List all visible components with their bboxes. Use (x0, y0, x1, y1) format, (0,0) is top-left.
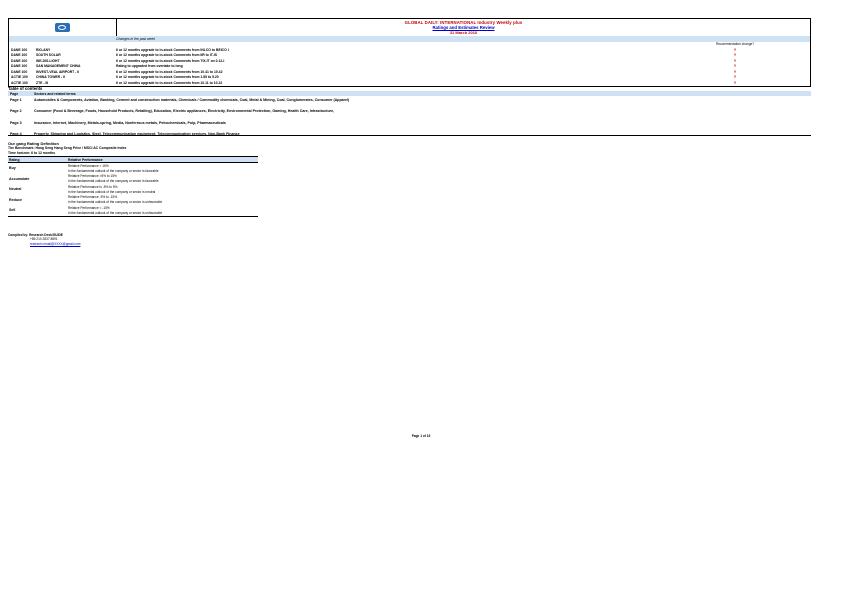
contact-email[interactable]: research.email@XXXX@gmail.com (30, 241, 81, 246)
ratings-time-horizon: Time horizon: 6 to 12 months (8, 151, 56, 155)
toc-col-page: Page (10, 91, 19, 96)
rating-performance-line: in the fundamental outlook of the company or sector is favorable (68, 179, 159, 183)
row-flag: Y (733, 69, 737, 74)
col-change-header: Changes in the past week (116, 36, 156, 41)
rating-performance (68, 184, 258, 195)
rating-performance-line: Relative Performance is -5% to 5% (68, 184, 118, 189)
ratings-definition-title: Our gang Rating Definition (8, 141, 59, 146)
ratings-row (8, 184, 258, 195)
row-name: SAN MANAGEMENT CHINA (36, 64, 81, 69)
rating-performance-line: in the fundamental outlook of the company or sector is unfavorable (68, 200, 163, 204)
rating-label: Buy (9, 166, 16, 170)
rating-performance (68, 174, 258, 185)
row-flag: Y (733, 47, 737, 52)
header-table (8, 18, 811, 87)
toc-table (8, 91, 811, 137)
contact-phone: +85 210 2837 8891 (30, 237, 58, 242)
rating-label: Reduce (9, 197, 22, 202)
row-change: 6 or 12 months upgrade to in-stock Comments from 1.85 to 5.20 (116, 75, 219, 80)
row-flag: Y (733, 53, 737, 58)
toc-row[interactable] (8, 108, 811, 115)
row-name: WE-DIS-LIGHT (36, 58, 60, 63)
ratings-row (8, 174, 258, 185)
row-date: ACTIE 100 (11, 75, 28, 80)
row-name: INVEST-VEAL AIRPORT - II (36, 69, 80, 74)
row-change: 6 or 12 months upgrade to in-stock Comments from 10.41 to 10.42 (116, 69, 223, 74)
rating-performance-line: Relative Performance -5% to -15% (68, 195, 118, 199)
report-title: GLOBAL DAILY: INTERNATIONAL Industry Weekly plus (404, 20, 523, 25)
table-row (9, 75, 810, 81)
company-logo-icon (55, 23, 70, 32)
rating-performance (68, 163, 258, 174)
toc-row-page: Page 3 (10, 120, 22, 125)
toc-header-row (8, 91, 811, 96)
ratings-col-performance: Relative Performance (68, 157, 103, 162)
row-name: RIO-ANY (36, 47, 51, 52)
row-change: 6 or 12 months upgrade to in-stock Comments from IIR to IT-IS (116, 53, 217, 58)
toc-row-page: Page 2 (10, 109, 22, 113)
row-name: ZTE - III (36, 80, 49, 85)
toc-row[interactable] (8, 131, 811, 138)
row-flag: Y (733, 58, 737, 63)
ratings-benchmark: The Benchmark: Hang Seng Hang Seng Price / MSCI AC Composite Index (8, 146, 127, 150)
table-row (9, 58, 810, 64)
rating-performance-line: Relative Performance > 15% (68, 163, 109, 168)
row-change: 6 or 12 months upgrade to in-stock Comments from 10.11 to 10.22 (116, 80, 223, 85)
table-row (9, 64, 810, 70)
toc-col-sectors: Sectors and related terms (34, 91, 76, 96)
ratings-table (8, 156, 258, 217)
table-row (9, 53, 810, 59)
row-date: DANE 100 (11, 58, 28, 63)
row-flag: Y (733, 75, 737, 80)
rating-label: Sell (9, 208, 16, 212)
rating-performance-line: in the fundamental outlook of the company or sector is favorable (68, 168, 159, 173)
row-date: DANE 100 (11, 53, 28, 58)
rating-performance (68, 195, 258, 206)
row-change: Rating to upgraded from overtake to long (116, 64, 183, 69)
toc-row-page: Page 4 (10, 132, 22, 136)
rating-performance-line: Relative Performance >5% to 15% (68, 174, 117, 178)
recommendation-change-label: Recommendation change? (715, 42, 755, 47)
row-flag: Y (733, 80, 737, 85)
toc-row[interactable] (8, 96, 811, 103)
row-date: DANE 100 (11, 47, 28, 52)
rating-label: Neutral (9, 187, 22, 191)
toc-divider (8, 135, 811, 136)
report-subtitle-link[interactable]: Ratings and Estimates Review (432, 25, 495, 30)
toc-row-page: Page 1 (10, 97, 22, 102)
table-row (9, 80, 810, 86)
report-date: 31 March 2010 (449, 30, 478, 35)
header-titles (117, 19, 810, 36)
row-change: 6 or 12 months upgrade to in-stock Comments from INLCO to BEICO I (116, 47, 229, 52)
contact-block (8, 233, 80, 246)
row-date: ACTIE 100 (11, 80, 28, 85)
page-number-footer: Page 1 of 15 (411, 434, 431, 438)
rating-performance-line: in the fundamental outlook of the company or sector is neutral (68, 189, 156, 194)
ratings-row (8, 163, 258, 174)
logo-cell (9, 19, 117, 36)
toc-row-text: Property, Shipping and Logistics, Steel, Telecommunication equipment, Telecommunication services, Non-Bank Finance (34, 132, 240, 136)
ratings-row (8, 195, 258, 206)
rating-performance-line: Relative Performance < -15% (68, 205, 110, 210)
table-row (9, 47, 810, 53)
table-row (9, 69, 810, 75)
ratings-col-rating: Rating (9, 157, 20, 162)
row-date: DANE 100 (11, 64, 28, 69)
row-date: DANE 100 (11, 69, 28, 74)
ratings-row (8, 205, 258, 216)
toc-row[interactable] (8, 119, 811, 126)
rating-label: Accumulate (9, 176, 30, 181)
row-name: CHINA TOWER - II (36, 75, 66, 80)
rating-performance (68, 205, 258, 216)
row-name: SOUTH SOLAR (36, 53, 61, 58)
toc-row-text: Insurance, Internet, Machinery, Metals-spring, Media, Nonferrous metals, Petrochemicals, Pulp, Pharmaceuticals (34, 120, 226, 125)
rating-performance-line: in the fundamental outlook of the company or sector is unfavorable (68, 210, 163, 215)
contact-compiled-by: Compiled by: Research Desk/GUIDE (8, 233, 63, 237)
toc-title: Table of contents (8, 86, 43, 91)
toc-row-text: Consumer (Food & Beverage, Foods, Household Products, Retailing), Education, Electric appliances, Electricity, Environmental Protection, Gaming, Health Care, Infrastructure, (34, 109, 335, 113)
row-flag: Y (733, 64, 737, 69)
toc-row-text: Automobiles & Components, Aviation, Banking, Cement and construction materials, Chemicals / Commodity chemicals, Coal, Metal & Mining, Coal, Conglomerates, Consumer (Apparel) (34, 97, 350, 102)
header-title-row (9, 19, 810, 36)
row-change: 6 or 12 months upgrade to in-stock Comments from TIX.IT on 0.12-I (116, 58, 225, 63)
